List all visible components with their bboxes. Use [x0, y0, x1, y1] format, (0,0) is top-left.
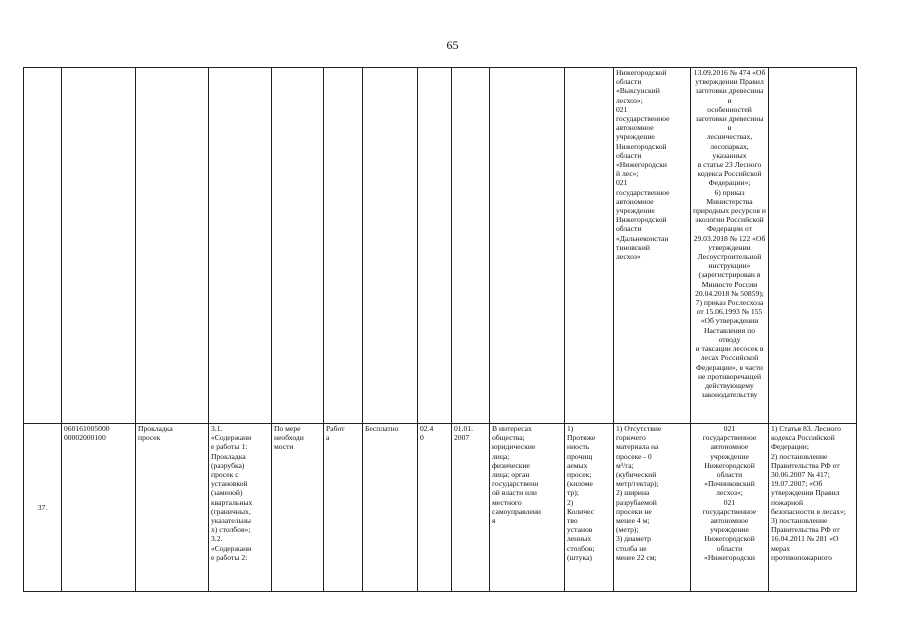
- work-type: Работ а: [324, 424, 363, 592]
- table-row: [24, 424, 857, 592]
- work-quality-indicators: 1) Отсутствие горючего материала на просеке - 0 м³/га; (кубический метр/гектар); 2) ширина разрубаемой просеки не менее 4 м; (метр); 3) диаметр столба не менее 22 см;: [614, 424, 691, 592]
- page-number: 65: [446, 38, 459, 52]
- work-legal-acts: 1) Статья 83. Лесного кодекса Российской Федерации; 2) постановление Правительства РФ от 30.06.2007 № 417; 19.07.2007; «Об утверждении Правил пожарной безопасности в лесах»; 3) постановление Правительства РФ от 16.04.2011 № 281 «О мерах противопожарного: [769, 424, 857, 592]
- cell-volume-indicators: [565, 68, 614, 424]
- table-row-continued: [24, 68, 857, 424]
- cell-institutions: Нижегородской области «Выксунский лесхоз»; 021 государственное автономное учреждение Нижегородской области «Нижегородски й лес»; 021 государственное автономное учреждение Нижегородской области «Дальнеконстан тиновский лесхоз»: [614, 68, 691, 424]
- registry-table: [23, 67, 857, 592]
- work-okved: 02.4 0: [418, 424, 452, 592]
- work-consumers: В интересах общества; юридические лица; физические лица; орган государственн ой власти или местного самоуправлени я: [490, 424, 565, 592]
- cell-code: [62, 68, 136, 424]
- cell-okved: [418, 68, 452, 424]
- cell-type: [324, 68, 363, 424]
- cell-frequency: [272, 68, 324, 424]
- cell-legal-acts: 13.09.2016 № 474 «Об утверждении Правил заготовки древесины и особенностей заготовки древесины в лесничествах, лесопарках, указанных в статье 23 Лесного кодекса Российской Федерации»; 6) приказ Министерства природных ресурсов и экологии Российской Федерации от 29.03.2018 № 122 «Об утверждении Лесоустроительной инструкции» (зарегистрирован в Минюсте России 20.04.2018 № 50859); 7) приказ Рослесхоза от 15.06.1993 № 155 «Об утверждении Наставления по отводу и таксации лесосек в лесах Российской Федерации», в части не противоречащей действующему законодательству: [691, 68, 769, 424]
- work-name: Прокладка просек: [136, 424, 209, 592]
- work-payment: Бесплатно: [363, 424, 418, 592]
- cell-extra: [769, 68, 857, 424]
- work-volume-indicators: 1) Протяже нность прочищ аемых просек; (киломе тр); 2) Количес тво установ ленных столбов; (штука): [565, 424, 614, 592]
- cell-payment: [363, 68, 418, 424]
- cell-content: [209, 68, 272, 424]
- work-date: 01.01. 2007: [452, 424, 490, 592]
- work-code: 060161005000 00002000100: [62, 424, 136, 592]
- cell-number: [24, 68, 62, 424]
- work-content: 3.1. «Содержани е работы 1: Прокладка (разрубка) просек с установкой (заменой) квартальных (граничных, указательны х) столбов»; 3.2. «Содержани е работы 2:: [209, 424, 272, 592]
- work-frequency: По мере необходи мости: [272, 424, 324, 592]
- work-institutions: 021 государственное автономное учреждение Нижегородской области «Починковский лесхоз»; 021 государственное автономное учреждение Нижегородской области «Нижегородски: [691, 424, 769, 592]
- row-number: 37.: [24, 424, 62, 592]
- cell-date: [452, 68, 490, 424]
- cell-name: [136, 68, 209, 424]
- cell-consumers: [490, 68, 565, 424]
